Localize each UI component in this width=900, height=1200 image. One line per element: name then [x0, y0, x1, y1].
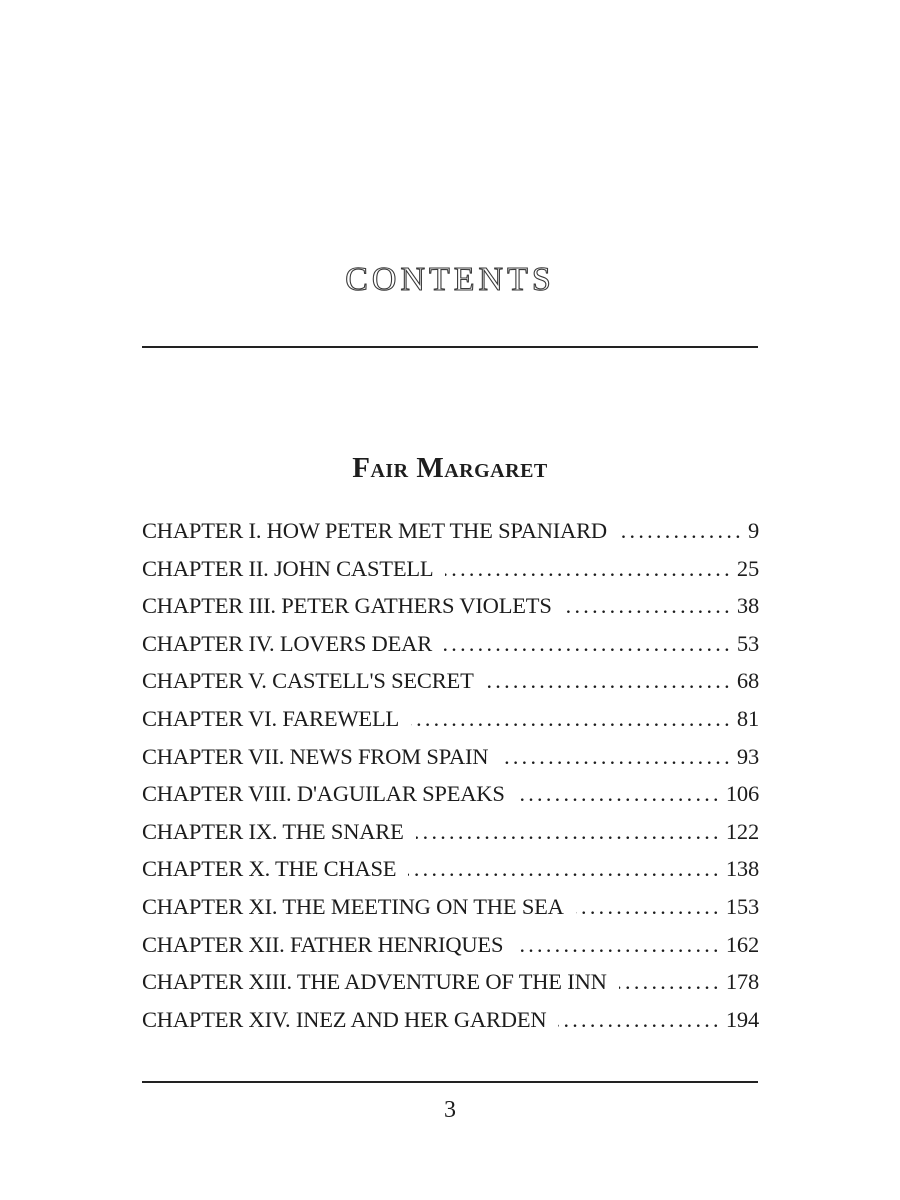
toc-leader-dots: [500, 738, 733, 776]
toc-entry[interactable]: [142, 850, 759, 888]
toc-page-number: 178: [725, 969, 759, 995]
top-divider: [142, 346, 758, 348]
toc-leader-dots: [619, 963, 722, 1001]
toc-page-number: 93: [736, 743, 759, 769]
toc-leader-dots: [408, 850, 721, 888]
toc-entry[interactable]: [142, 926, 759, 964]
toc-page-number: 138: [725, 856, 759, 882]
toc-leader-dots: [411, 700, 733, 738]
toc-entry[interactable]: [142, 625, 759, 663]
page-number: 3: [444, 1097, 456, 1123]
toc-entry[interactable]: [142, 775, 759, 813]
toc-entry[interactable]: [142, 512, 759, 550]
toc-chapter-title: CHAPTER VIII. D'AGUILAR SPEAKS: [142, 781, 505, 807]
toc-chapter-title: CHAPTER III. PETER GATHERS VIOLETS: [142, 593, 552, 619]
toc-entry[interactable]: [142, 738, 759, 776]
toc-entry[interactable]: [142, 963, 759, 1001]
toc-page-number: 68: [736, 668, 759, 694]
bottom-divider: [142, 1081, 758, 1083]
toc-leader-dots: [558, 1001, 721, 1039]
toc-chapter-title: CHAPTER XIII. THE ADVENTURE OF THE INN: [142, 969, 607, 995]
toc-leader-dots: [576, 888, 722, 926]
toc-page-number: 194: [725, 1006, 759, 1032]
toc-chapter-title: CHAPTER V. CASTELL'S SECRET: [142, 668, 474, 694]
toc-chapter-title: CHAPTER II. JOHN CASTELL: [142, 555, 434, 581]
toc-leader-dots: [515, 926, 722, 964]
toc-entry[interactable]: [142, 587, 759, 625]
toc-chapter-title: CHAPTER XIV. INEZ AND HER GARDEN: [142, 1006, 547, 1032]
toc-page-number: 153: [725, 893, 759, 919]
toc-leader-dots: [564, 587, 733, 625]
toc-page-number: 38: [736, 593, 759, 619]
toc-chapter-title: CHAPTER VI. FAREWELL: [142, 705, 400, 731]
toc-chapter-title: CHAPTER VII. NEWS FROM SPAIN: [142, 743, 489, 769]
table-of-contents: [142, 512, 759, 1038]
toc-page-number: 9: [747, 518, 759, 543]
toc-entry[interactable]: [142, 813, 759, 851]
toc-entry[interactable]: [142, 550, 759, 588]
toc-chapter-title: CHAPTER XI. THE MEETING ON THE SEA: [142, 893, 564, 919]
toc-chapter-title: CHAPTER IX. THE SNARE: [142, 818, 404, 844]
book-title: Fair Margaret: [352, 452, 548, 484]
toc-leader-dots: [416, 813, 722, 851]
page-title: CONTENTS: [345, 261, 555, 298]
toc-entry[interactable]: [142, 700, 759, 738]
toc-leader-dots: [486, 662, 733, 700]
toc-entry[interactable]: [142, 1001, 759, 1039]
toc-chapter-title: CHAPTER XII. FATHER HENRIQUES: [142, 931, 504, 957]
toc-entry[interactable]: [142, 662, 759, 700]
toc-leader-dots: [444, 625, 733, 663]
toc-chapter-title: CHAPTER IV. LOVERS DEAR: [142, 630, 433, 656]
toc-leader-dots: [517, 775, 722, 813]
toc-page-number: 162: [725, 931, 759, 957]
toc-leader-dots: [619, 512, 744, 550]
toc-chapter-title: CHAPTER X. THE CHASE: [142, 856, 397, 882]
toc-entry[interactable]: [142, 888, 759, 926]
toc-page-number: 53: [736, 630, 759, 656]
toc-page-number: 122: [725, 818, 759, 844]
toc-page-number: 25: [736, 555, 759, 581]
toc-page-number: 81: [736, 705, 759, 731]
toc-chapter-title: CHAPTER I. HOW PETER MET THE SPANIARD: [142, 518, 607, 543]
toc-page-number: 106: [725, 781, 759, 807]
toc-leader-dots: [445, 550, 732, 588]
